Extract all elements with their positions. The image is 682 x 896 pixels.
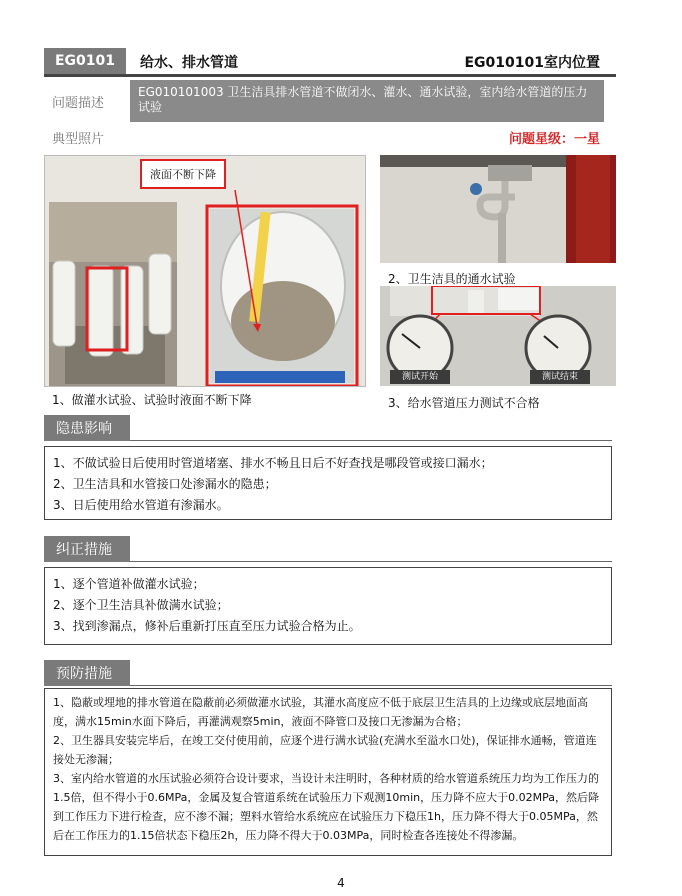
- photo-pressure-gauge-test: [380, 286, 616, 386]
- photo-sink-drain-test: [380, 155, 616, 263]
- header-divider: [44, 74, 616, 77]
- gauge-label-end: 测试结束: [541, 372, 578, 382]
- water-test-illustration: [45, 156, 366, 387]
- corrective-list: [44, 567, 612, 645]
- problem-description: EG010101003 卫生洁具排水管道不做闭水、灌水、通水试验，室内给水管道的压力试验: [130, 80, 604, 122]
- prevention-list: [44, 688, 612, 856]
- corrective-heading-rule: [130, 561, 612, 562]
- list-item: 3、日后使用给水管道有渗漏水。: [53, 498, 229, 512]
- section-title: 给水、排水管道: [140, 55, 238, 71]
- list-item: 1、不做试验日后使用时管道堵塞、排水不畅且日后不好查找是哪段管或接口漏水；: [53, 456, 493, 470]
- problem-label: 问题描述: [52, 96, 105, 111]
- hazards-list: [44, 446, 612, 520]
- hazards-heading: 隐患影响: [44, 415, 130, 441]
- list-item: 2、逐个卫生洁具补做满水试验；: [53, 598, 229, 612]
- list-item: 1、逐个管道补做灌水试验；: [53, 577, 205, 591]
- prevention-heading-rule: [130, 685, 612, 686]
- gauge-label-start: 测试开始: [401, 372, 438, 382]
- sink-drain-illustration: [380, 155, 616, 263]
- prevention-heading: 预防措施: [44, 660, 130, 686]
- list-item: 3、室内给水管道的水压试验必须符合设计要求，当设计未注明时，各种材质的给水管道系统压力均为工作压力的1.5倍，但不得小于0.6MPa，金属及复合管道系统在试验压力下观测10min，压力降不应大于0.02MPa，然后降到工作压力下进行检查，应不渗不漏；塑料水管给水系统应在试验压力下稳压1h，压力降不得大于0.05MPa，然后在工作压力的1.15倍状态下稳压2h，压力降不得大于0.03MPa，同时检查各连接处不得渗漏。: [53, 772, 599, 842]
- photo-caption-3: 3、给水管道压力测试不合格: [388, 396, 540, 410]
- item-code-badge: EG0101: [44, 48, 126, 74]
- list-item: 1、隐蔽或埋地的排水管道在隐蔽前必须做灌水试验，其灌水高度应不低于底层卫生洁具的上边缘或底层地面高度，满水15min水面下降后，再灌满观察5min，液面不降管口及接口无渗漏为合格；: [53, 696, 588, 728]
- page-number: 4: [337, 876, 345, 890]
- photo-callout-text: 液面不断下降: [150, 168, 216, 181]
- photo-label: 典型照片: [52, 132, 105, 147]
- location-code: EG010101室内位置: [464, 55, 600, 71]
- list-item: 2、卫生洁具和水管接口处渗漏水的隐患；: [53, 477, 277, 491]
- list-item: 2、卫生器具安装完毕后，在竣工交付使用前，应逐个进行满水试验(充满水至溢水口处)，保证排水通畅，管道连接处无渗漏；: [53, 734, 597, 766]
- list-item: 3、找到渗漏点，修补后重新打压直至压力试验合格为止。: [53, 619, 361, 633]
- star-rating: 问题星级：一星: [508, 132, 600, 147]
- hazards-heading-rule: [130, 440, 612, 441]
- photo-water-filling-test: [44, 155, 366, 387]
- corrective-heading: 纠正措施: [44, 536, 130, 562]
- photo-caption-2: 2、卫生洁具的通水试验: [388, 272, 516, 286]
- photo-caption-1: 1、做灌水试验、试验时液面不断下降: [52, 393, 252, 407]
